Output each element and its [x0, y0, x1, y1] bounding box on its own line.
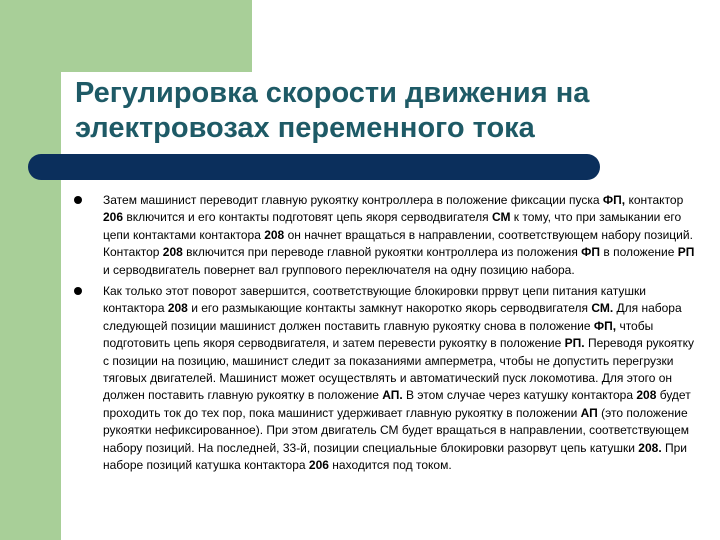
bold-term: ФП,	[593, 318, 617, 333]
bold-term: РП	[677, 245, 695, 260]
slide-content	[74, 192, 702, 479]
bullet-dot-icon	[74, 196, 82, 204]
bold-term: ФП	[581, 245, 601, 260]
bullet-item-1	[74, 192, 702, 279]
title-divider-bar	[28, 154, 600, 180]
text-run: включится при переводе главной рукоятки контроллера из положения	[182, 245, 582, 260]
bold-term: СМ.	[591, 301, 614, 316]
bold-term: ФП,	[602, 193, 626, 207]
text-run: включится и его контакты подготовят цепь якоря серводвигателя	[123, 210, 492, 225]
text-run: Как только этот поворот завершится, соответствующие блокировки прр​вут цепи питания катушки контактора	[103, 284, 646, 316]
text-run: Переводя рукоятку с позиции на позицию, машинист следит за показаниями амперметра, чтобы не допустить перегрузки тяговых двигателей. Машинист может осуществлять и автоматический пуск локомотива. Для этого он должен поставить главную рукоятку в положение	[103, 336, 695, 403]
bullet-text-2	[103, 283, 702, 474]
bullet-text-1	[103, 192, 702, 279]
bold-term: АП	[580, 405, 598, 420]
text-run: Для набора следующей позиции машинист должен поставить главную рукоятку снова в положение	[103, 301, 682, 333]
bold-term: 206	[308, 458, 329, 473]
bold-term: 206	[103, 210, 124, 225]
text-run: (это положение рукоятки нефиксированное). При этом двигатель СМ будет вращаться в направлении, соответствующем набору позиций. На последней, 33-й, позиции специальные блокировки разорвут цепь катушки	[103, 405, 689, 455]
bullet-item-2	[74, 283, 702, 474]
bold-term: 208	[636, 388, 657, 403]
text-run: он начнет вращаться в направлении, соответствующем набору позиций. Контактор	[103, 227, 693, 260]
text-run: будет проходить ток до тех пор, пока машинист удерживает главную рукоятку в положении	[103, 388, 691, 420]
bold-term: 208	[264, 227, 285, 242]
text-run: в положение	[600, 245, 678, 260]
text-run: находится под током.	[328, 458, 452, 473]
bold-term: РП.	[564, 336, 585, 351]
green-side-strip	[0, 0, 61, 540]
text-run: и серводвигатель повернет вал группового переключателя на одну позицию набора.	[103, 262, 575, 277]
bold-term: 208	[167, 301, 188, 316]
bold-term: АП.	[382, 388, 403, 403]
bold-term: 208	[162, 245, 183, 260]
text-run: Затем машинист переводит главную рукоятку контроллера в положение фиксации пуска	[103, 193, 603, 207]
bold-term: 208.	[638, 440, 662, 455]
text-run: к тому, что при замыкании его цепи контактами контактора	[103, 210, 682, 242]
slide-title: Регулировка скорости движения на электровозах переменного тока	[75, 77, 590, 144]
text-run: и его размыкающие контакты замкнут накоротко якорь серводвигателя	[187, 301, 592, 316]
bold-term: СМ	[491, 210, 511, 225]
text-run: При наборе позиций катушка контактора	[103, 440, 687, 473]
text-run: контактор	[625, 193, 684, 207]
text-run: чтобы подготовить цепь якоря серводвигателя, и затем перевести рукоятку в положение	[103, 318, 654, 351]
bullet-dot-icon	[74, 287, 82, 295]
text-run: В этом случае через катушку контактора	[402, 388, 637, 403]
